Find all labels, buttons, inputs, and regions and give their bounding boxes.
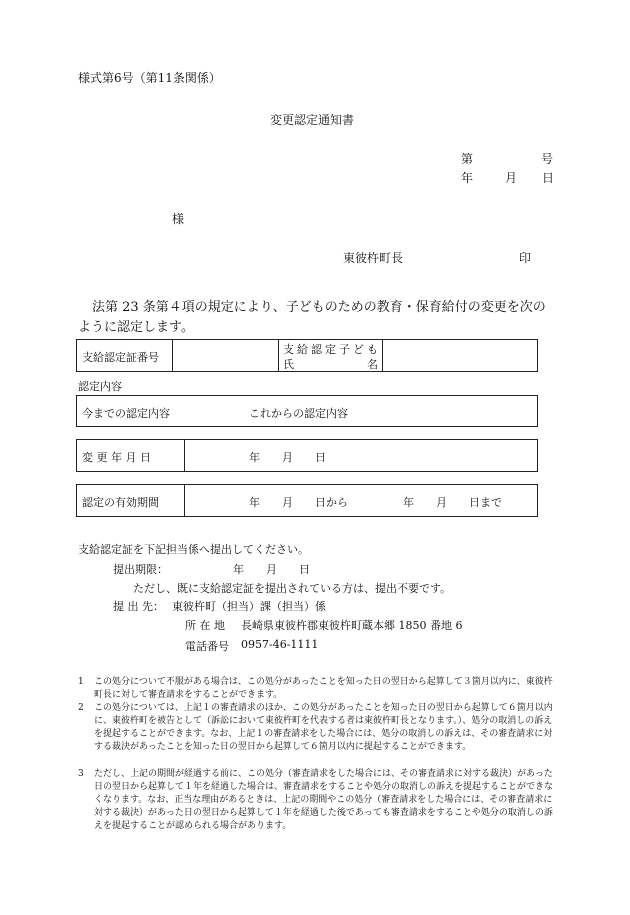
table-divider [184, 440, 185, 471]
document-title: 変更認定通知書 [270, 113, 355, 127]
legal-note-3 [78, 768, 558, 833]
date-month: 月 [505, 171, 518, 185]
note-text: この処分について不服がある場合は、この処分があったことを知った日の翌日から起算して３箇月以内に、東彼杵町長に対して審査請求をすることができます。 [94, 677, 553, 700]
table-divider [278, 340, 279, 371]
change-date-value: 年 月 日 [249, 451, 326, 464]
seal-mark: 印 [519, 251, 532, 265]
body-text-line2: ように認定します。 [78, 320, 194, 335]
issuer-name: 東彼杵町長 [343, 251, 404, 265]
previous-content-label: 今までの認定内容 [82, 407, 170, 420]
child-name-label-1: 支給認定子ども [283, 343, 381, 356]
section-label: 認定内容 [78, 380, 122, 393]
note-text: この処分については、上記１の審査請求のほか、この処分があったことを知った日の翌日から起算して６箇月以内に、東彼杵町を被告として（訴訟において東彼杵町を代表する者は東彼杵町長となります。）、処分の取消しの訴えを提起することができます。なお、上記１の審査請求をした場合には、処分の取消しの訴えは、その審査請求に対する裁決があったことを知った日の翌日から起算して６箇月以内に提起することができます。 [94, 703, 553, 752]
doc-number-prefix: 第 [461, 152, 474, 166]
date-year: 年 [461, 171, 474, 185]
note-text: ただし、上記の期間が経過する前に、この処分（審査請求をした場合には、その審査請求に対する裁決）があった日の翌日から起算して１年を経過した場合は、審査請求をすることや処分の取消しの訴えを提起することができなくなります。なお、正当な理由があるときは、上記の期間やこの処分（審査請求をした場合には、その審査請求に対する裁決）があった日の翌日から起算して１年を経過した後であっても審査請求をすることや処分の取消しの訴えを提起することが認められる場合があります。 [94, 769, 554, 831]
phone-label: 電話番号 [185, 640, 229, 653]
doc-number-suffix: 号 [541, 152, 554, 166]
phone-value: 0957-46-1111 [241, 638, 319, 651]
address-label: 所 在 地 [185, 619, 225, 632]
deadline-label: 提出期限： [113, 563, 168, 576]
address-value: 長崎県東彼杵郡東彼杵町蔵本郷 1850 番地 6 [241, 619, 463, 632]
form-number: 様式第6号（第11条関係） [78, 71, 221, 85]
destination-label: 提 出 先： [113, 600, 164, 613]
content-change-row [76, 395, 538, 427]
child-name-label-2b: 名 [367, 358, 378, 371]
validity-to: 年 月 日まで [403, 496, 502, 509]
note-number: 2 [78, 703, 84, 713]
new-content-label: これからの認定内容 [249, 407, 348, 420]
validity-period-row [76, 484, 538, 517]
validity-label: 認定の有効期間 [82, 496, 159, 509]
body-text-line1: 法第 23 条第４項の規定により、子どものための教育・保育給付の変更を次の [92, 300, 546, 315]
legal-note-1 [78, 676, 558, 702]
child-name-label-2a: 氏 [283, 358, 294, 371]
table-divider [184, 485, 185, 516]
deadline-value: 年 月 日 [233, 563, 310, 576]
table-divider [172, 340, 173, 371]
change-date-row [76, 439, 538, 472]
validity-from: 年 月 日から [249, 496, 348, 509]
exemption-note: ただし、既に支給認定証を提出されている方は、提出不要です。 [133, 582, 452, 595]
note-number: 1 [78, 677, 84, 687]
table-divider [382, 340, 383, 371]
date-day: 日 [542, 171, 555, 185]
submit-instruction: 支給認定証を下記担当係へ提出してください。 [78, 543, 309, 556]
cert-info-table [76, 339, 538, 372]
note-number: 3 [78, 769, 84, 779]
change-date-label: 変 更 年 月 日 [82, 451, 151, 464]
destination-value: 東彼杵町（担当）課（担当）係 [172, 600, 326, 613]
cert-number-label: 支給認定証番号 [82, 351, 159, 364]
addressee-suffix: 様 [172, 212, 185, 226]
legal-note-2 [78, 702, 558, 754]
